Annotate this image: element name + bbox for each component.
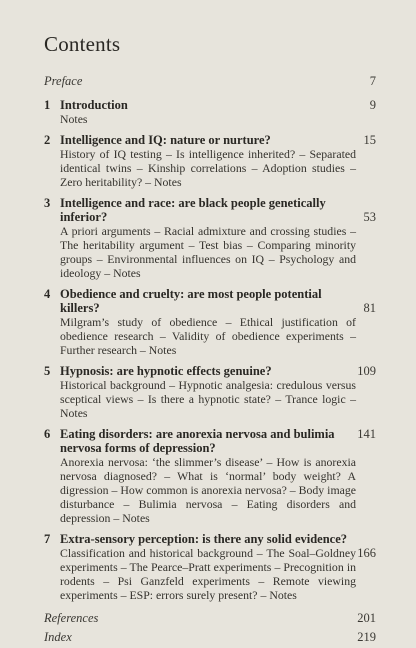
chapter-entry (44, 196, 376, 280)
chapter-number: 2 (44, 133, 51, 147)
chapter-page: 109 (357, 364, 376, 378)
chapter-page: 15 (363, 133, 376, 147)
chapter-entry (44, 287, 376, 357)
chapter-title: Extra-sensory perception: is there any solid evidence? (60, 532, 348, 546)
chapter-sections: Milgram’s study of obedience – Ethical justification of obedience research – Validity of obedience experiments – Further research – Notes (60, 315, 356, 357)
chapter-number: 5 (44, 364, 51, 378)
chapter-title: Intelligence and IQ: nature or nurture? (60, 133, 271, 147)
chapter-sections: Notes (60, 112, 88, 126)
preface-page: 7 (369, 74, 376, 88)
chapter-page: 9 (369, 98, 376, 112)
chapter-sections: Historical background – Hypnotic analgesia: credulous versus sceptical views – Is there a hypnotic state? – Trance logic – Notes (60, 378, 356, 420)
chapter-number: 4 (44, 287, 51, 301)
preface-label: Preface (44, 74, 83, 88)
chapter-page: 81 (363, 301, 376, 315)
toc-preface (44, 74, 376, 89)
chapter-sections: A priori arguments – Racial admixture and crossing studies – The heritability argument – Test bias – Comparing minority groups – Environmental influences on IQ – Psychology and ideology – Notes (60, 224, 356, 280)
chapter-entry (44, 427, 376, 525)
chapter-entry (44, 364, 376, 420)
references-page: 201 (357, 611, 376, 625)
chapter-title: Introduction (60, 98, 128, 112)
chapter-page: 166 (357, 546, 376, 560)
chapter-sections: Anorexia nervosa: ‘the slimmer’s disease’ – How is anorexia nervosa diagnosed? – What is ‘normal’ body weight? A digression – How common is anorexia nervosa? – Body image disturbance – Bulimia nervosa – Eating disorders and depression – Notes (60, 455, 356, 525)
chapter-entry (44, 98, 376, 126)
chapter-number: 1 (44, 98, 51, 112)
chapter-entry (44, 133, 376, 189)
page-title: Contents (44, 32, 121, 56)
chapter-entry (44, 532, 376, 602)
chapter-page: 141 (357, 427, 376, 441)
index-page: 219 (357, 630, 376, 644)
chapter-number: 7 (44, 532, 51, 546)
chapter-list (44, 98, 376, 609)
index-label: Index (44, 630, 72, 644)
references-label: References (44, 611, 99, 625)
toc-references (44, 611, 376, 626)
chapter-title: Eating disorders: are anorexia nervosa and bulimia nervosa forms of depression? (60, 427, 335, 455)
chapter-title: Obedience and cruelty: are most people potential killers? (60, 287, 322, 315)
chapter-number: 6 (44, 427, 51, 441)
chapter-sections: History of IQ testing – Is intelligence inherited? – Separated identical twins – Kinship correlations – Adoption studies – Zero heritability? – Notes (60, 147, 356, 189)
chapter-page: 53 (363, 210, 376, 224)
toc-index (44, 630, 376, 645)
chapter-sections: Classification and historical background – The Soal–Goldney experiments – The Pearce–Pratt experiments – Precognition in rodents – Psi Ganzfeld experiments – Remote viewing experiments – ESP: errors surely present? – Notes (60, 546, 356, 602)
chapter-number: 3 (44, 196, 51, 210)
chapter-title: Intelligence and race: are black people genetically inferior? (60, 196, 326, 224)
chapter-title: Hypnosis: are hypnotic effects genuine? (60, 364, 272, 378)
